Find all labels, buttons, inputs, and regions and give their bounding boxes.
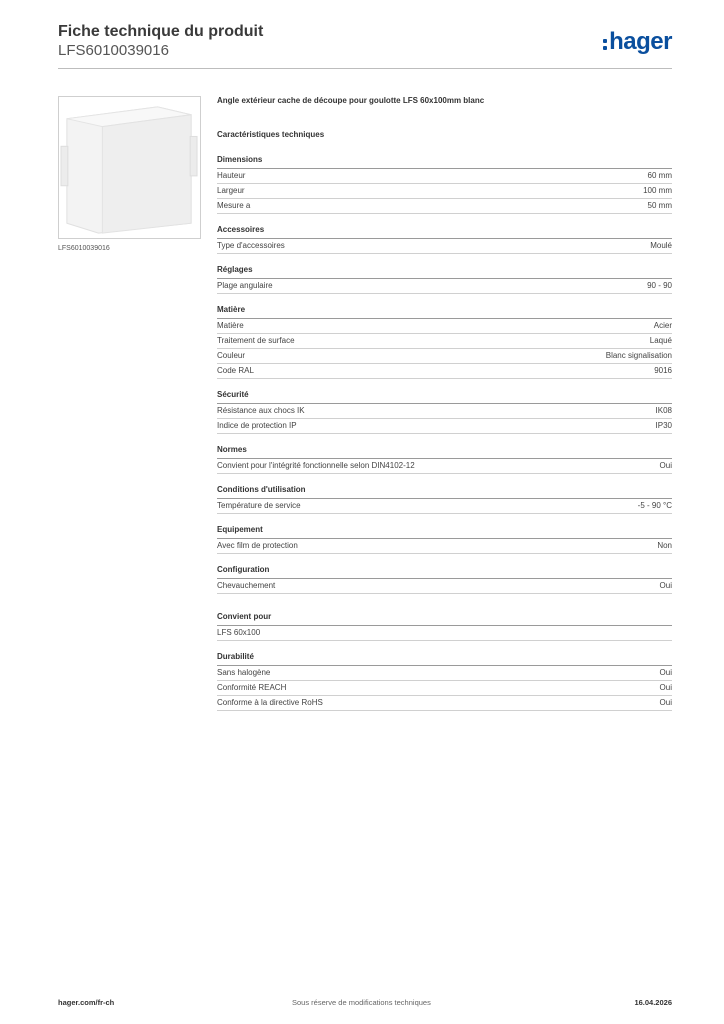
spec-group — [217, 612, 672, 641]
spec-value: 9016 — [654, 366, 672, 375]
spec-row — [217, 279, 672, 294]
spec-group — [217, 652, 672, 711]
document-title: Fiche technique du produit — [58, 23, 264, 40]
spec-value: Acier — [653, 321, 672, 330]
spec-group-title: Convient pour — [217, 612, 672, 626]
spec-group-title: Conditions d'utilisation — [217, 485, 672, 499]
spec-group-title: Accessoires — [217, 225, 672, 239]
spec-group-title: Matière — [217, 305, 672, 319]
spec-row — [217, 349, 672, 364]
spec-group-title: Dimensions — [217, 155, 672, 169]
spec-label: Hauteur — [217, 171, 246, 180]
product-reference: LFS6010039016 — [58, 42, 169, 59]
footer-date: 16.04.2026 — [634, 998, 672, 1007]
logo-dots-icon — [603, 39, 607, 50]
spec-row — [217, 334, 672, 349]
logo-text: hager — [609, 28, 672, 55]
spec-group-title: Réglages — [217, 265, 672, 279]
spec-label: Avec film de protection — [217, 541, 298, 550]
spec-label: Couleur — [217, 351, 246, 360]
spec-value: IP30 — [655, 421, 672, 430]
spec-label: LFS 60x100 — [217, 628, 261, 637]
product-illustration — [59, 97, 200, 238]
spec-value: 100 mm — [643, 186, 672, 195]
spec-group — [217, 485, 672, 514]
spec-label: Type d'accessoires — [217, 241, 285, 250]
spec-label: Sans halogène — [217, 668, 271, 677]
footer-disclaimer: Sous réserve de modifications techniques — [292, 998, 431, 1007]
spec-row — [217, 696, 672, 711]
spec-label: Traitement de surface — [217, 336, 295, 345]
spec-row — [217, 199, 672, 214]
spec-group-title: Sécurité — [217, 390, 672, 404]
spec-label: Mesure a — [217, 201, 251, 210]
spec-row — [217, 319, 672, 334]
product-name: Angle extérieur cache de découpe pour goulotte LFS 60x100mm blanc — [217, 96, 485, 105]
spec-label: Indice de protection IP — [217, 421, 297, 430]
spec-label: Conformité REACH — [217, 683, 287, 692]
spec-label: Chevauchement — [217, 581, 276, 590]
spec-label: Code RAL — [217, 366, 254, 375]
spec-value: Moulé — [650, 241, 672, 250]
product-image — [58, 96, 201, 239]
spec-label: Résistance aux chocs IK — [217, 406, 305, 415]
spec-group — [217, 445, 672, 474]
spec-row — [217, 499, 672, 514]
spec-group — [217, 390, 672, 434]
footer-website: hager.com/fr-ch — [58, 998, 115, 1007]
image-caption: LFS6010039016 — [58, 245, 110, 252]
spec-group-title: Normes — [217, 445, 672, 459]
spec-group-title: Durabilité — [217, 652, 672, 666]
spec-value: IK08 — [655, 406, 672, 415]
spec-group-title: Equipement — [217, 525, 672, 539]
spec-value: Laqué — [649, 336, 672, 345]
spec-group — [217, 525, 672, 554]
spec-label: Convient pour l'intégrité fonctionnelle selon DIN4102-12 — [217, 461, 415, 470]
spec-row — [217, 419, 672, 434]
spec-value: Oui — [659, 581, 672, 590]
spec-label: Conforme à la directive RoHS — [217, 698, 323, 707]
spec-group — [217, 225, 672, 254]
spec-row — [217, 169, 672, 184]
spec-label: Température de service — [217, 501, 301, 510]
section-title: Caractéristiques techniques — [217, 130, 325, 139]
spec-row — [217, 681, 672, 696]
spec-label: Largeur — [217, 186, 245, 195]
spec-row — [217, 626, 672, 641]
spec-group — [217, 565, 672, 594]
spec-value: 50 mm — [647, 201, 672, 210]
spec-label: Plage angulaire — [217, 281, 273, 290]
spec-row — [217, 666, 672, 681]
spec-value: Oui — [659, 668, 672, 677]
spec-value: Blanc signalisation — [605, 351, 672, 360]
page-header — [58, 22, 672, 60]
spec-group-title: Configuration — [217, 565, 672, 579]
spec-value: 90 - 90 — [647, 281, 672, 290]
spec-value: 60 mm — [647, 171, 672, 180]
spec-group — [217, 155, 672, 214]
spec-row — [217, 539, 672, 554]
spec-row — [217, 404, 672, 419]
spec-content — [217, 96, 672, 722]
spec-group — [217, 305, 672, 379]
spec-value: Oui — [659, 698, 672, 707]
spec-row — [217, 184, 672, 199]
header-divider — [58, 68, 672, 69]
spec-value: Non — [657, 541, 672, 550]
spec-label: Matière — [217, 321, 244, 330]
spec-row — [217, 579, 672, 594]
spec-value: -5 - 90 °C — [637, 501, 672, 510]
spec-group — [217, 265, 672, 294]
hager-logo — [603, 28, 672, 56]
spec-value: Oui — [659, 683, 672, 692]
spec-value: Oui — [659, 461, 672, 470]
spec-row — [217, 239, 672, 254]
spec-row — [217, 364, 672, 379]
spec-row — [217, 459, 672, 474]
spec-groups — [217, 155, 672, 711]
